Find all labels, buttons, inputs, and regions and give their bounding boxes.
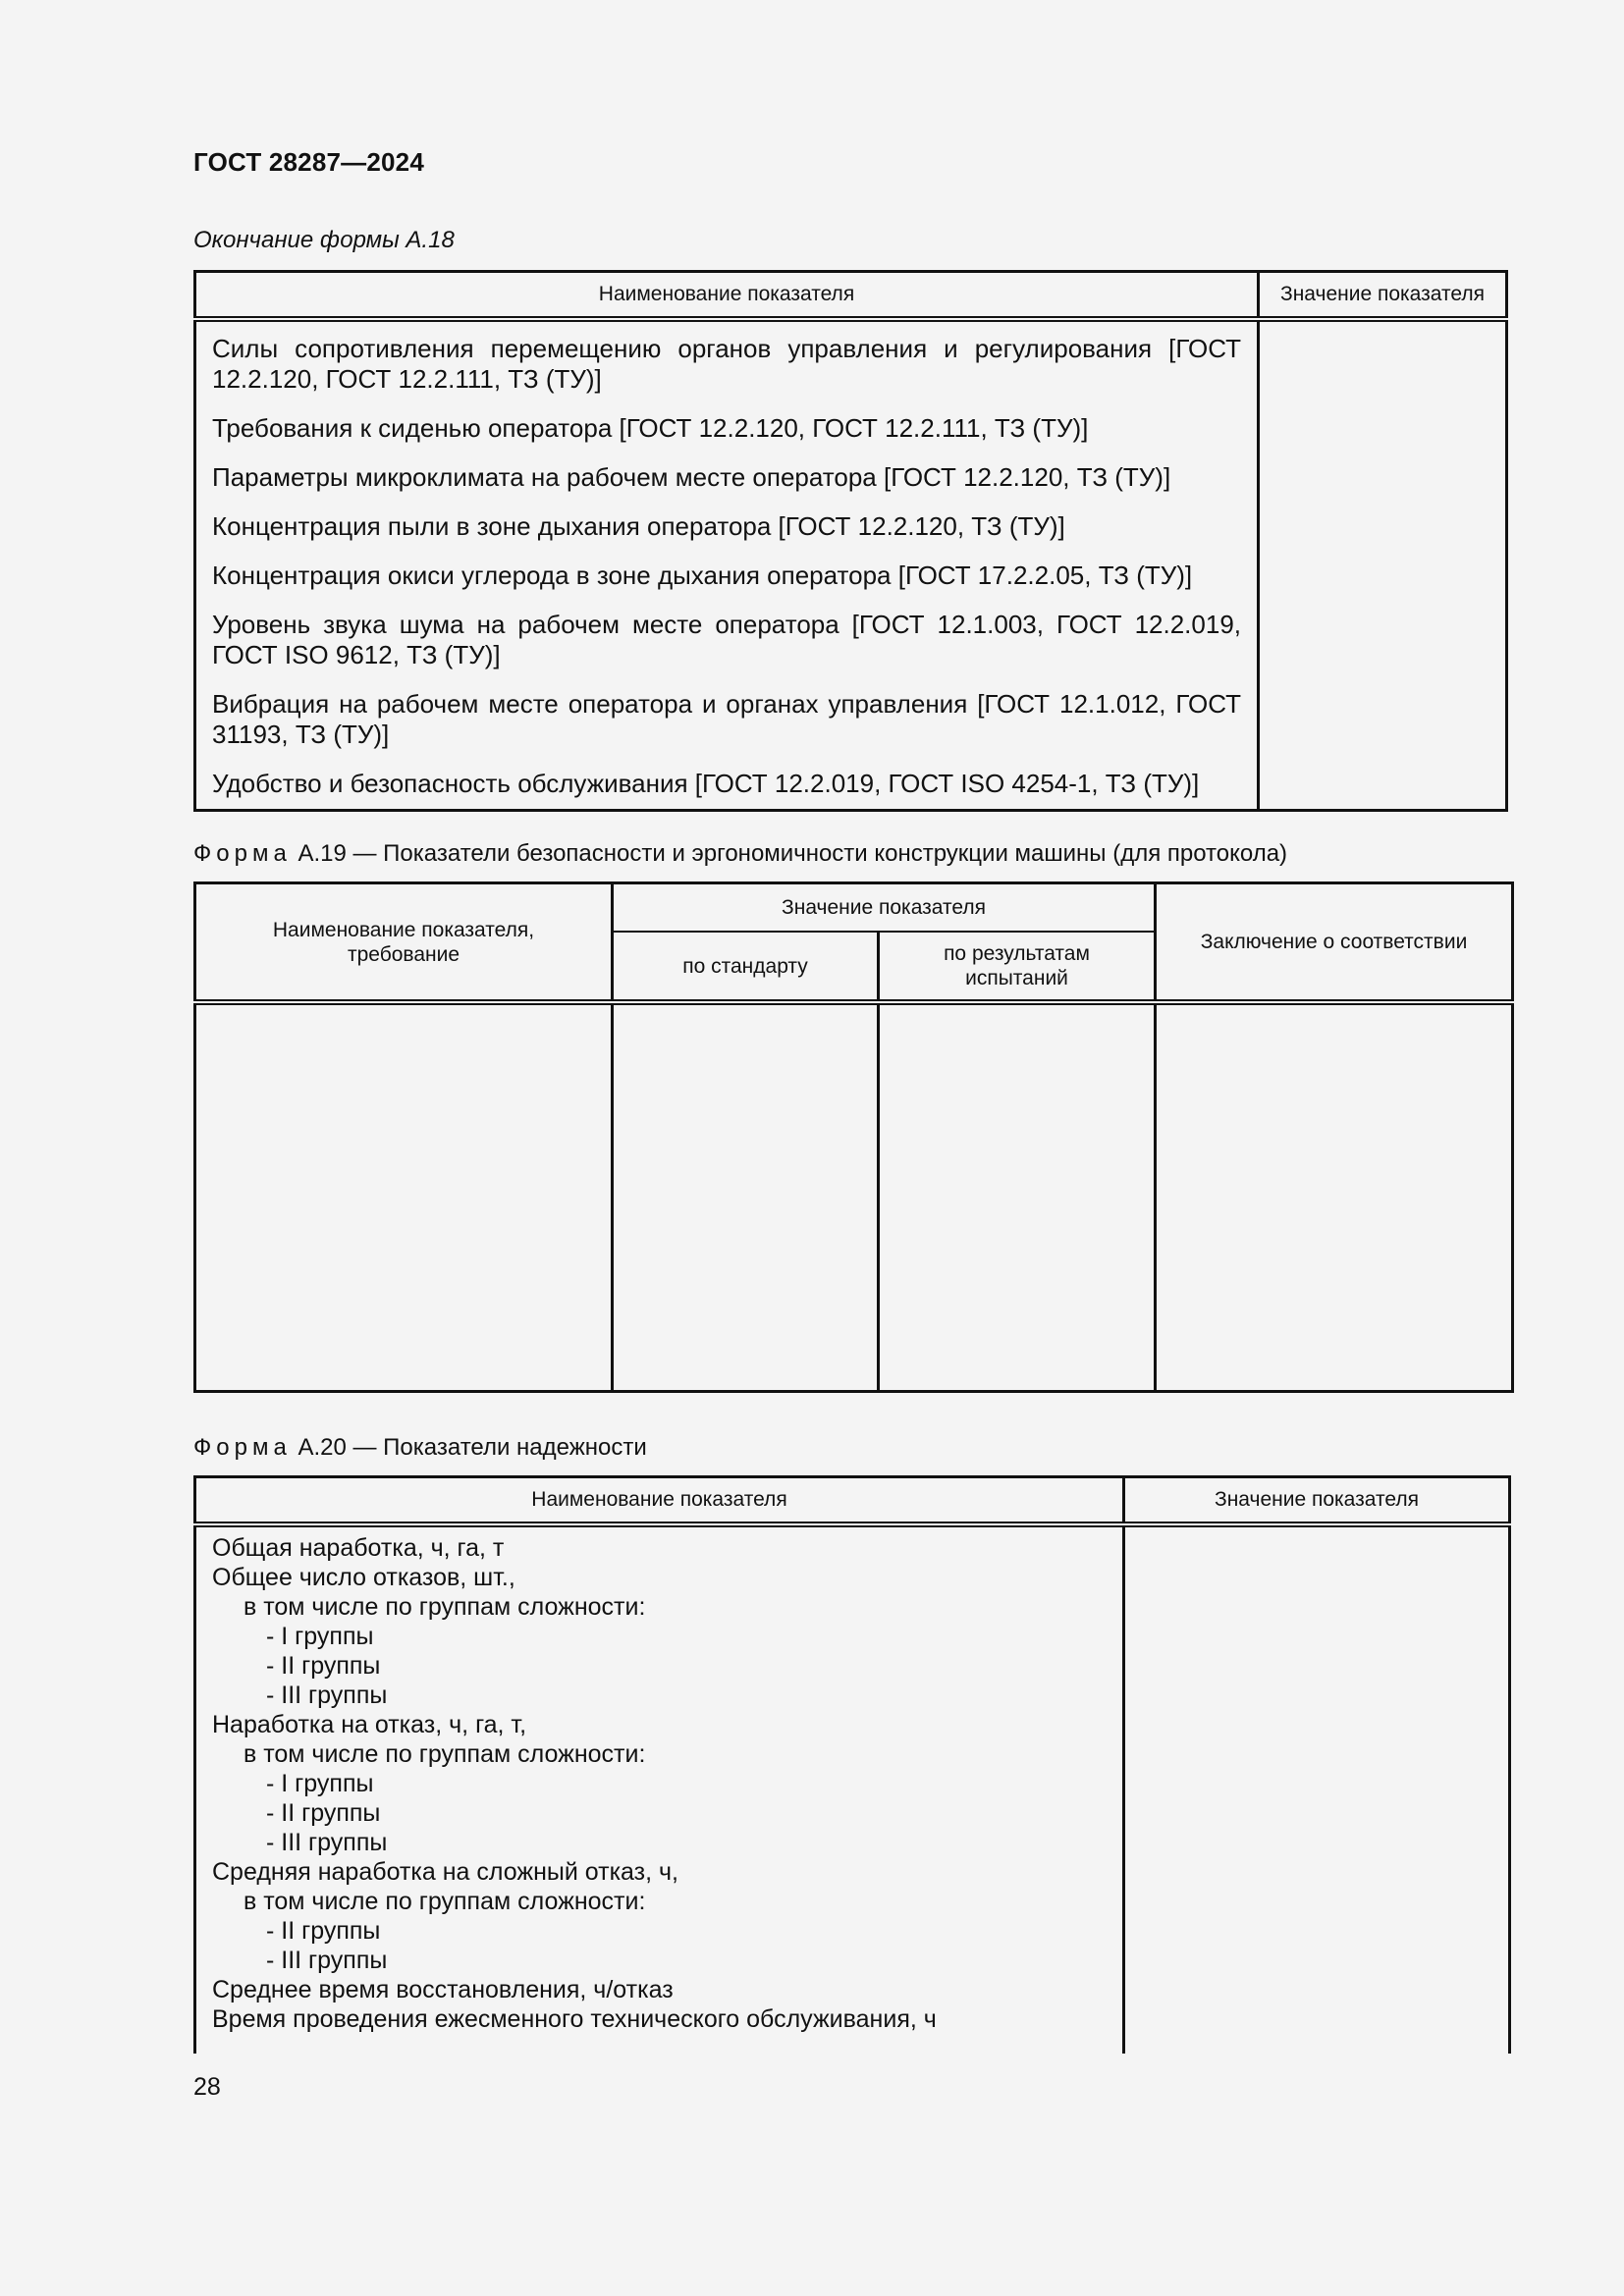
list-item: - II группы xyxy=(266,1799,381,1827)
list-item: Концентрация окиси углерода в зоне дыхания оператора [ГОСТ 17.2.2.05, ТЗ (ТУ)] xyxy=(212,561,1193,590)
form-a19-caption xyxy=(193,840,1287,868)
form-a18-continuation-caption: Окончание формы А.18 xyxy=(193,227,455,253)
table-row xyxy=(195,1002,1513,1392)
form-label: Форма xyxy=(193,1434,292,1461)
list-item: - III группы xyxy=(266,1682,388,1709)
form-a20-caption xyxy=(193,1434,647,1462)
list-item: в том числе по группам сложности: xyxy=(244,1593,646,1621)
indicator-list xyxy=(212,334,1241,799)
list-item: Общая наработка, ч, га, т xyxy=(212,1534,505,1562)
column-header-name: Наименование показателя xyxy=(195,272,1259,320)
form-a18-table xyxy=(193,270,1508,812)
column-header-value: Значение показателя xyxy=(1124,1477,1510,1525)
list-item: Общее число отказов, шт., xyxy=(212,1564,515,1591)
table-row xyxy=(195,1524,1510,2054)
by-test-cell[interactable] xyxy=(879,1002,1156,1392)
column-header-name: Наименование показателя xyxy=(195,1477,1124,1525)
by-standard-cell[interactable] xyxy=(613,1002,879,1392)
page-number: 28 xyxy=(193,2073,221,2101)
list-item: - II группы xyxy=(266,1652,381,1680)
document-code: ГОСТ 28287—2024 xyxy=(193,147,424,177)
list-item: Время проведения ежесменного технического обслуживания, ч xyxy=(212,2005,937,2033)
list-item: - I группы xyxy=(266,1770,374,1797)
form-a20-title: А.20 — Показатели надежности xyxy=(291,1434,647,1461)
name-cell[interactable] xyxy=(195,1002,613,1392)
column-header-conclusion: Заключение о соответствии xyxy=(1156,883,1513,1003)
value-cell[interactable] xyxy=(1124,1524,1510,2054)
form-a19-title: А.19 — Показатели безопасности и эргономичности конструкции машины (для протокола) xyxy=(291,840,1288,867)
reliability-indicator-list xyxy=(212,1533,1107,2034)
list-item: - II группы xyxy=(266,1917,381,1945)
table-header-row xyxy=(195,883,1513,933)
form-a19-table xyxy=(193,881,1514,1393)
reliability-indicator-cell xyxy=(195,1524,1124,2054)
table-header-row xyxy=(195,1477,1510,1525)
list-item: - III группы xyxy=(266,1947,388,1974)
list-item: Параметры микроклимата на рабочем месте оператора [ГОСТ 12.2.120, ТЗ (ТУ)] xyxy=(212,462,1171,492)
list-item: Концентрация пыли в зоне дыхания оператора [ГОСТ 12.2.120, ТЗ (ТУ)] xyxy=(212,511,1065,541)
column-header-by-standard: по стандарту xyxy=(613,932,879,1002)
table-header-row xyxy=(195,272,1507,320)
list-item: в том числе по группам сложности: xyxy=(244,1740,646,1768)
list-item: Средняя наработка на сложный отказ, ч, xyxy=(212,1858,678,1886)
column-header-by-test: по результатам испытаний xyxy=(879,932,1156,1002)
list-item: Удобство и безопасность обслуживания [ГОСТ 12.2.019, ГОСТ ISO 4254-1, ТЗ (ТУ)] xyxy=(212,769,1200,798)
indicator-list-cell xyxy=(195,319,1259,811)
list-item: - I группы xyxy=(266,1623,374,1650)
column-header-value: Значение показателя xyxy=(1259,272,1507,320)
table-row xyxy=(195,319,1507,811)
value-cell[interactable] xyxy=(1259,319,1507,811)
column-header-value-group: Значение показателя xyxy=(613,883,1156,933)
list-item: Уровень звука шума на рабочем месте оператора [ГОСТ 12.1.003, ГОСТ 12.2.019, ГОСТ ISO 9612, ТЗ (ТУ)] xyxy=(212,610,1241,669)
list-item: Силы сопротивления перемещению органов управления и регулирования [ГОСТ 12.2.120, ГОСТ 12.2.111, ТЗ (ТУ)] xyxy=(212,334,1241,394)
list-item: Среднее время восстановления, ч/отказ xyxy=(212,1976,674,2003)
form-a20-table xyxy=(193,1475,1511,2054)
list-item: Требования к сиденью оператора [ГОСТ 12.2.120, ГОСТ 12.2.111, ТЗ (ТУ)] xyxy=(212,413,1089,443)
list-item: в том числе по группам сложности: xyxy=(244,1888,646,1915)
form-label: Форма xyxy=(193,840,292,867)
list-item: - III группы xyxy=(266,1829,388,1856)
list-item: Наработка на отказ, ч, га, т, xyxy=(212,1711,527,1738)
column-header-name-requirement: Наименование показателя, требование xyxy=(195,883,613,1003)
list-item: Вибрация на рабочем месте оператора и органах управления [ГОСТ 12.1.012, ГОСТ 31193, ТЗ (ТУ)] xyxy=(212,689,1241,749)
conclusion-cell[interactable] xyxy=(1156,1002,1513,1392)
